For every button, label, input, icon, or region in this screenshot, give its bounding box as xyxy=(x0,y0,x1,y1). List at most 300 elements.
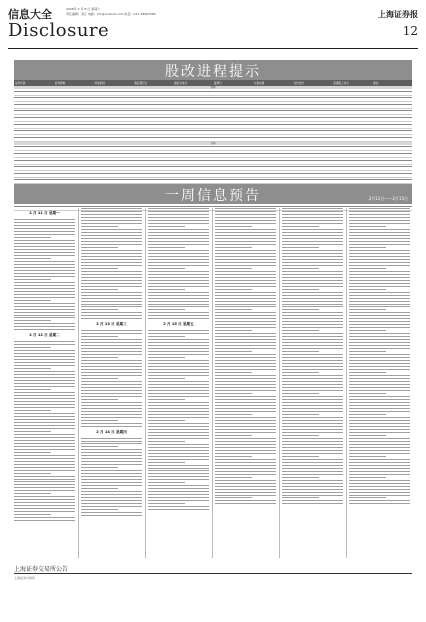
text-line xyxy=(215,366,276,367)
text-line xyxy=(14,458,75,459)
text-line xyxy=(14,285,75,286)
text-line xyxy=(215,423,276,424)
text-line xyxy=(81,491,142,492)
text-line xyxy=(215,271,276,272)
text-line xyxy=(14,428,75,429)
text-line xyxy=(215,274,276,275)
text-line xyxy=(14,347,51,348)
text-line xyxy=(14,261,75,262)
text-line xyxy=(148,280,209,281)
text-line xyxy=(349,462,410,463)
text-line xyxy=(148,342,209,343)
text-line xyxy=(148,229,209,230)
text-line xyxy=(349,214,410,215)
col-header: 最后交易日 xyxy=(174,82,188,85)
text-line xyxy=(282,483,343,484)
text-line xyxy=(14,353,75,354)
text-line xyxy=(148,220,209,221)
text-line xyxy=(215,372,252,373)
col-header: 证券代码 xyxy=(15,82,26,85)
text-line xyxy=(215,369,276,370)
text-line xyxy=(215,405,276,406)
text-line xyxy=(81,458,142,459)
text-line xyxy=(81,506,142,507)
text-line xyxy=(81,211,142,212)
text-line xyxy=(349,459,410,460)
page-number: 12 xyxy=(402,24,418,38)
text-line xyxy=(81,408,142,409)
text-line xyxy=(215,417,276,418)
text-line xyxy=(81,390,142,391)
text-line xyxy=(14,496,75,497)
text-line xyxy=(349,268,386,269)
text-line xyxy=(282,339,343,340)
text-line xyxy=(14,502,75,503)
text-line xyxy=(14,234,75,235)
text-line xyxy=(148,435,209,436)
text-line xyxy=(81,387,142,388)
text-line xyxy=(282,390,343,391)
text-line xyxy=(14,315,75,316)
text-line xyxy=(81,348,142,349)
text-line xyxy=(215,420,276,421)
text-line xyxy=(81,295,142,296)
text-line xyxy=(81,381,142,382)
text-line xyxy=(215,468,276,469)
text-line xyxy=(215,378,276,379)
text-line xyxy=(215,256,276,257)
text-line xyxy=(14,255,75,256)
text-line xyxy=(282,402,343,403)
text-line xyxy=(282,271,343,272)
text-line xyxy=(81,342,142,343)
text-line xyxy=(81,250,142,251)
text-line xyxy=(148,447,209,448)
text-line xyxy=(349,223,410,224)
text-line xyxy=(148,271,209,272)
text-line xyxy=(148,330,209,331)
text-line xyxy=(14,297,75,298)
text-line xyxy=(148,304,209,305)
text-line xyxy=(349,318,410,319)
text-line xyxy=(81,262,142,263)
col-header: 流通股上市日 xyxy=(333,82,349,85)
text-line xyxy=(349,402,410,403)
table-row xyxy=(14,110,412,115)
text-line xyxy=(215,489,276,490)
text-line xyxy=(148,375,209,376)
text-line xyxy=(349,244,410,245)
text-line xyxy=(282,268,319,269)
text-line xyxy=(349,306,410,307)
text-line xyxy=(148,444,209,445)
text-line xyxy=(282,312,343,313)
brand-title: 信息大全 xyxy=(8,8,52,21)
text-line xyxy=(349,474,410,475)
text-line xyxy=(81,286,142,287)
text-line xyxy=(148,497,209,498)
text-line xyxy=(282,256,343,257)
header-date: 2008年 2 月 8 日 星期六 xyxy=(66,7,101,11)
text-line xyxy=(148,277,209,278)
text-line xyxy=(349,447,410,448)
text-line xyxy=(215,462,276,463)
text-line xyxy=(215,277,276,278)
text-line xyxy=(81,476,142,477)
text-line xyxy=(81,393,142,394)
text-line xyxy=(282,259,343,260)
notice-title: 上海证券交易所公告 xyxy=(14,566,69,573)
text-line xyxy=(282,220,343,221)
notice-sub: 上海证券交易所 xyxy=(14,576,36,580)
text-line xyxy=(81,217,142,218)
text-line xyxy=(215,232,276,233)
text-line xyxy=(14,282,75,283)
day-heading: 2 月 15 日 星期五 xyxy=(163,322,194,327)
text-line xyxy=(349,324,410,325)
text-line xyxy=(14,276,75,277)
text-line xyxy=(81,241,142,242)
text-line xyxy=(349,238,410,239)
text-line xyxy=(14,350,75,351)
text-line xyxy=(148,465,209,466)
text-line xyxy=(282,250,343,251)
text-line xyxy=(349,480,410,481)
text-line xyxy=(81,488,118,489)
text-line xyxy=(14,270,75,271)
text-line xyxy=(14,320,51,321)
text-line xyxy=(14,389,51,390)
table-row xyxy=(14,146,412,151)
text-line xyxy=(349,220,410,221)
text-line xyxy=(215,354,276,355)
text-line xyxy=(148,250,209,251)
text-line xyxy=(282,447,343,448)
text-line xyxy=(148,459,209,460)
text-line xyxy=(215,214,276,215)
text-line xyxy=(282,393,319,394)
col-header: 对价支付 xyxy=(293,82,304,85)
text-line xyxy=(349,304,410,305)
text-line xyxy=(14,422,75,423)
text-line xyxy=(349,360,410,361)
text-line xyxy=(14,505,75,506)
text-line xyxy=(148,420,185,421)
text-line xyxy=(282,396,343,397)
text-line xyxy=(148,351,209,352)
text-line xyxy=(148,438,209,439)
text-line xyxy=(282,423,343,424)
text-line xyxy=(148,336,185,337)
text-line xyxy=(282,471,343,472)
text-line xyxy=(14,449,75,450)
text-line xyxy=(282,309,319,310)
day-heading: 2 月 11 日 星期一 xyxy=(29,211,60,215)
text-line xyxy=(148,378,185,379)
text-line xyxy=(14,481,75,482)
text-line xyxy=(215,459,276,460)
text-line xyxy=(14,279,51,280)
text-line xyxy=(349,327,410,328)
text-line xyxy=(81,441,142,442)
page-header xyxy=(8,6,418,49)
text-line xyxy=(14,508,75,509)
table-row xyxy=(14,117,412,122)
text-line xyxy=(148,429,209,430)
text-line xyxy=(215,223,276,224)
text-line xyxy=(282,477,319,478)
text-line xyxy=(148,468,209,469)
text-line xyxy=(14,300,51,301)
text-line xyxy=(349,396,410,397)
text-line xyxy=(81,292,142,293)
text-line xyxy=(14,362,75,363)
text-line xyxy=(148,494,209,495)
text-line xyxy=(282,211,343,212)
text-line xyxy=(14,243,75,244)
text-line xyxy=(349,456,386,457)
text-line xyxy=(148,462,185,463)
text-line xyxy=(349,333,410,334)
text-line xyxy=(349,298,410,299)
text-line xyxy=(148,485,209,486)
table-row xyxy=(14,130,412,135)
text-line xyxy=(81,333,142,334)
text-line xyxy=(282,495,343,496)
text-line xyxy=(148,503,185,504)
text-line xyxy=(148,318,209,319)
text-line xyxy=(148,214,209,215)
text-line xyxy=(14,404,75,405)
text-line xyxy=(349,423,410,424)
text-line xyxy=(282,235,343,236)
section-title: Disclosure xyxy=(8,20,110,41)
text-line xyxy=(81,461,142,462)
text-line xyxy=(282,500,343,501)
text-line xyxy=(282,286,343,287)
text-line xyxy=(215,441,276,442)
text-line xyxy=(14,312,75,313)
text-line xyxy=(349,372,386,373)
text-line xyxy=(14,416,75,417)
text-line xyxy=(215,333,276,334)
text-line xyxy=(14,419,75,420)
text-line xyxy=(81,396,142,397)
text-line xyxy=(349,483,410,484)
text-line xyxy=(282,497,319,498)
table-row xyxy=(14,173,412,178)
text-line xyxy=(148,244,209,245)
text-line xyxy=(14,514,51,515)
text-line xyxy=(81,455,142,456)
text-line xyxy=(81,253,142,254)
text-line xyxy=(215,339,276,340)
group-label: 停牌 xyxy=(14,86,412,89)
text-line xyxy=(14,329,75,330)
text-line xyxy=(148,265,209,266)
text-line xyxy=(14,464,75,465)
text-line xyxy=(14,323,75,324)
text-line xyxy=(349,477,386,478)
text-line xyxy=(282,429,343,430)
text-column xyxy=(215,208,276,560)
text-line xyxy=(349,357,410,358)
text-line xyxy=(215,262,276,263)
text-line xyxy=(215,298,276,299)
text-line xyxy=(81,405,142,406)
column-divider xyxy=(212,208,213,558)
text-line xyxy=(14,401,75,402)
text-line xyxy=(349,315,410,316)
text-line xyxy=(282,289,319,290)
text-line xyxy=(148,360,209,361)
text-line xyxy=(81,345,142,346)
text-line xyxy=(215,289,252,290)
text-line xyxy=(148,381,209,382)
text-line xyxy=(282,486,343,487)
text-line xyxy=(282,363,343,364)
text-line xyxy=(282,435,319,436)
text-line xyxy=(215,477,252,478)
text-line xyxy=(349,465,410,466)
text-line xyxy=(14,258,51,259)
text-line xyxy=(215,244,276,245)
text-line xyxy=(148,384,209,385)
text-line xyxy=(282,253,343,254)
text-line xyxy=(14,359,75,360)
text-line xyxy=(14,377,75,378)
text-line xyxy=(349,432,410,433)
text-line xyxy=(282,274,343,275)
text-line xyxy=(14,237,51,238)
text-line xyxy=(81,309,118,310)
text-line xyxy=(148,306,209,307)
text-line xyxy=(14,317,75,318)
text-line xyxy=(14,365,75,366)
text-line xyxy=(349,247,386,248)
text-line xyxy=(148,509,209,510)
text-line xyxy=(81,411,142,412)
text-line xyxy=(349,497,386,498)
text-line xyxy=(215,402,276,403)
text-line xyxy=(81,301,142,302)
text-line xyxy=(14,288,75,289)
text-line xyxy=(349,330,386,331)
text-line xyxy=(215,280,276,281)
text-line xyxy=(14,252,75,253)
text-line xyxy=(349,420,410,421)
text-line xyxy=(215,396,276,397)
text-column xyxy=(148,208,209,560)
text-line xyxy=(282,417,343,418)
text-line xyxy=(81,312,142,313)
text-line xyxy=(349,321,410,322)
table-row xyxy=(14,124,412,129)
group-label: 复牌 xyxy=(14,142,412,145)
text-line xyxy=(349,486,410,487)
text-line xyxy=(215,250,276,251)
text-line xyxy=(81,274,142,275)
text-line xyxy=(81,464,142,465)
text-line xyxy=(148,274,209,275)
text-line xyxy=(14,407,75,408)
col-header: 备注 xyxy=(373,82,379,85)
text-line xyxy=(282,354,343,355)
text-line xyxy=(81,226,118,227)
text-line xyxy=(148,363,209,364)
text-line xyxy=(349,301,410,302)
text-line xyxy=(349,354,410,355)
text-line xyxy=(14,487,75,488)
text-line xyxy=(148,482,185,483)
text-line xyxy=(282,295,343,296)
text-line xyxy=(282,217,343,218)
text-line xyxy=(81,473,142,474)
text-line xyxy=(282,280,343,281)
text-line xyxy=(81,256,142,257)
text-line xyxy=(215,265,276,266)
text-line xyxy=(349,250,410,251)
text-line xyxy=(148,408,209,409)
text-line xyxy=(81,423,142,424)
text-line xyxy=(81,360,142,361)
text-line xyxy=(14,476,75,477)
text-line xyxy=(81,339,142,340)
text-line xyxy=(282,366,343,367)
text-line xyxy=(349,342,410,343)
text-line xyxy=(282,360,343,361)
text-line xyxy=(349,411,410,412)
text-column xyxy=(81,208,142,560)
text-line xyxy=(282,405,343,406)
text-line xyxy=(14,306,75,307)
text-line xyxy=(148,208,209,209)
text-line xyxy=(14,222,75,223)
text-line xyxy=(14,380,75,381)
text-line xyxy=(14,461,75,462)
text-line xyxy=(215,309,252,310)
text-line xyxy=(148,217,209,218)
text-line xyxy=(14,479,75,480)
text-line xyxy=(148,450,209,451)
text-line xyxy=(215,435,252,436)
text-line xyxy=(81,446,118,447)
text-line xyxy=(148,235,209,236)
column-divider xyxy=(78,208,79,558)
text-line xyxy=(81,443,142,444)
text-line xyxy=(148,262,209,263)
text-line xyxy=(81,509,118,510)
text-line xyxy=(148,289,185,290)
text-line xyxy=(81,378,118,379)
text-line xyxy=(349,492,410,493)
text-line xyxy=(81,375,142,376)
text-line xyxy=(81,283,142,284)
text-line xyxy=(14,440,75,441)
text-line xyxy=(148,259,209,260)
text-line xyxy=(148,456,209,457)
text-line xyxy=(215,456,252,457)
text-line xyxy=(282,462,343,463)
text-line xyxy=(81,354,142,355)
text-line xyxy=(215,414,252,415)
text-line xyxy=(14,434,75,435)
text-line xyxy=(349,417,410,418)
text-line xyxy=(148,223,209,224)
text-line xyxy=(14,386,75,387)
text-line xyxy=(14,225,75,226)
text-line xyxy=(215,390,276,391)
